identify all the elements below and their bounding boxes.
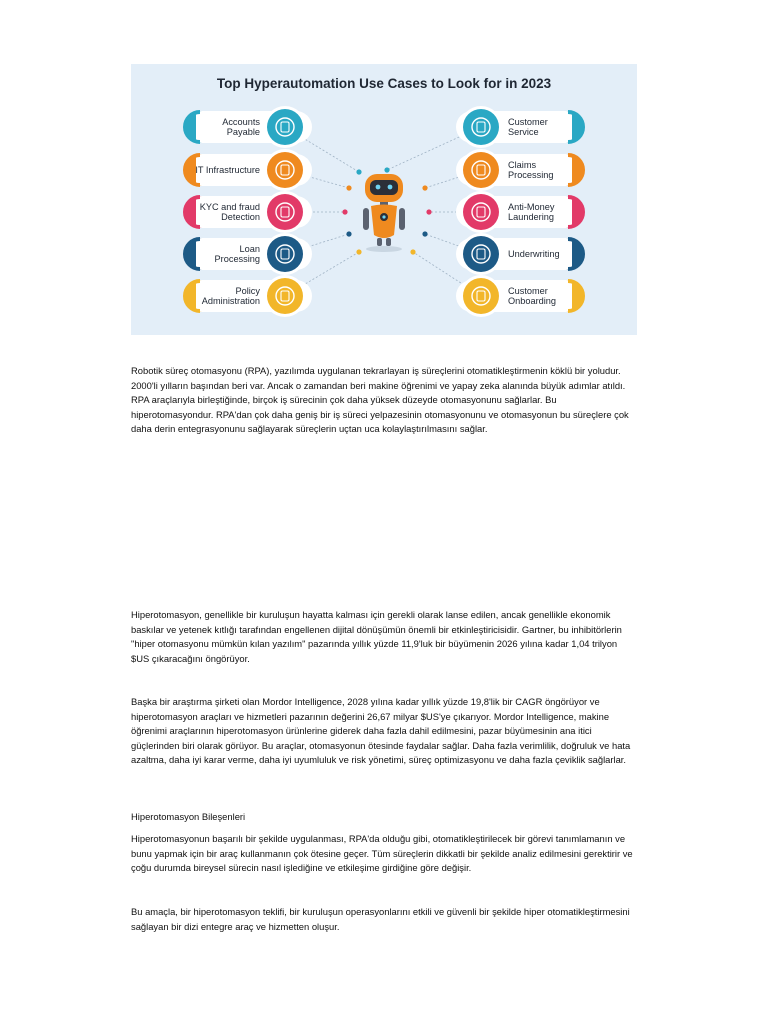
robot-visor xyxy=(370,180,398,195)
policy-people-icon xyxy=(267,278,303,314)
robot-chest-core xyxy=(382,215,385,218)
robot-body xyxy=(371,205,397,239)
left-use-case-label: IT Infrastructure xyxy=(195,164,260,175)
connector-dot xyxy=(384,167,389,172)
right-use-case-label: Anti-Money Laundering xyxy=(508,201,555,222)
underwriter-person-icon xyxy=(463,236,499,272)
connector-dot xyxy=(356,169,361,174)
right-use-case-label: Claims Processing xyxy=(508,159,554,180)
robot-mascot xyxy=(363,174,405,252)
invoice-phone-icon xyxy=(267,109,303,145)
money-bag-icon xyxy=(463,194,499,230)
connector-dot xyxy=(346,185,351,190)
left-use-case-label: Policy Administration xyxy=(201,285,260,306)
connector-dot xyxy=(422,185,427,190)
infographic-title: Top Hyperautomation Use Cases to Look for in 2023 xyxy=(216,76,552,91)
infographic xyxy=(131,64,637,335)
left-use-case-label: Accounts Payable xyxy=(222,116,260,137)
paragraph-offering: Bu amaçla, bir hiperotomasyon teklifi, bir kuruluşun operasyonlarını etkili ve güvenli bir şekilde hiper otomatikleştirmesini sağlayan bir dizi entegre araç ve hizmetten oluşur. xyxy=(131,906,630,932)
document-check-icon xyxy=(267,194,303,230)
right-use-case-label: Customer Onboarding xyxy=(508,285,557,306)
server-cloud-icon xyxy=(267,152,303,188)
claims-hand-icon xyxy=(463,152,499,188)
connector-dot xyxy=(342,209,347,214)
connector-dot xyxy=(410,249,415,254)
robot-leg xyxy=(386,238,391,246)
section-heading: Hiperotomasyon Bileşenleri xyxy=(131,811,246,822)
robot-shadow xyxy=(366,246,402,252)
robot-arm xyxy=(399,208,405,230)
support-agent-icon xyxy=(463,109,499,145)
money-hand-icon xyxy=(267,236,303,272)
paragraph-mordor: Başka bir araştırma şirketi olan Mordor Intelligence, 2028 yılına kadar yıllık yüzde 19,8'lik bir CAGR öngörüyor ve hiperotomasyon araçları ve hizmetleri pazarının değerini 26,67 milyar $US'ye çıkarıyor. Mordor Intelligence, makine öğrenimi araçlarının hiperotomasyon ürünlerine giderek daha fazla dahil edilmesini, pazar büyümesinin ana itici güçlerinden biri olarak görüyor. Bu araçlar, otomasyonun ötesinde faydalar sağlar. Daha fazla verimlilik, doğruluk ve hata azaltma, daha iyi karar verme, daha iyi uyumluluk ve risk yönetimi, süreç optimizasyonu ve daha fazla çeviklik sağlarlar. xyxy=(131,696,631,766)
connector-dot xyxy=(422,231,427,236)
paragraph-gartner: Hiperotomasyon, genellikle bir kuruluşun hayatta kalması için gerekli olarak lanse edilen, ancak genellikle ekonomik baskılar ve yetenek kıtlığı tarafından engellenen dijital dönüşümün önemli bir etkinleştiricisidir. Gartner, bu inhibitörlerin "hiper otomasyonu mümkün kılan yazılım" pazarında yıllık yüzde 11,9'luk bir büyümenin 2026 yılına kadar 1,04 trilyon $US çıkaracağını öngörüyor. xyxy=(131,609,622,664)
robot-arm xyxy=(363,208,369,230)
robot-leg xyxy=(377,238,382,246)
right-use-case-label: Customer Service xyxy=(508,116,548,137)
onboarding-hands-icon xyxy=(463,278,499,314)
left-use-case-label: KYC and fraud Detection xyxy=(199,201,260,222)
robot-eye xyxy=(376,185,381,190)
connector-dot xyxy=(346,231,351,236)
right-use-case-label: Underwriting xyxy=(508,248,560,259)
robot-eye xyxy=(388,185,393,190)
connector-dot xyxy=(356,249,361,254)
paragraph-intro: Robotik süreç otomasyonu (RPA), yazılımda uygulanan tekrarlayan iş süreçlerini otomatikleştirmenin köklü bir yoludur. 2000'li yılların başından beri var. Ancak o zamandan beri makine öğrenimi ve yapay zeka alanında büyük adımlar atıldı. RPA araçlarıyla birleştiğinde, birçok iş sürecinin çok daha yüksek düzeyde otomasyonunu sağlarlar. Bu hiperotomasyondur. RPA'dan çok daha geniş bir iş süreci yelpazesinin otomasyonunu ve otomasyonun bu süreçlere çok daha derin entegrasyonunu sağlayarak süreçlerin uçtan uca kolaylaştırılmasını sağlar. xyxy=(131,365,629,435)
paragraph-components: Hiperotomasyonun başarılı bir şekilde uygulanması, RPA'da olduğu gibi, otomatikleştirilecek bir görevi tanımlamanın ve bunu yapmak için bir araç kullanmanın çok ötesine geçer. Tüm süreçlerin dikkatli bir şekilde analiz edilmesini gerektirir ve çoğu durumda bireysel sürecin nasıl işlediğine ve etkileşime girdiğine göre değişir. xyxy=(131,833,633,874)
left-use-case-label: Loan Processing xyxy=(214,243,260,264)
connector-dot xyxy=(426,209,431,214)
